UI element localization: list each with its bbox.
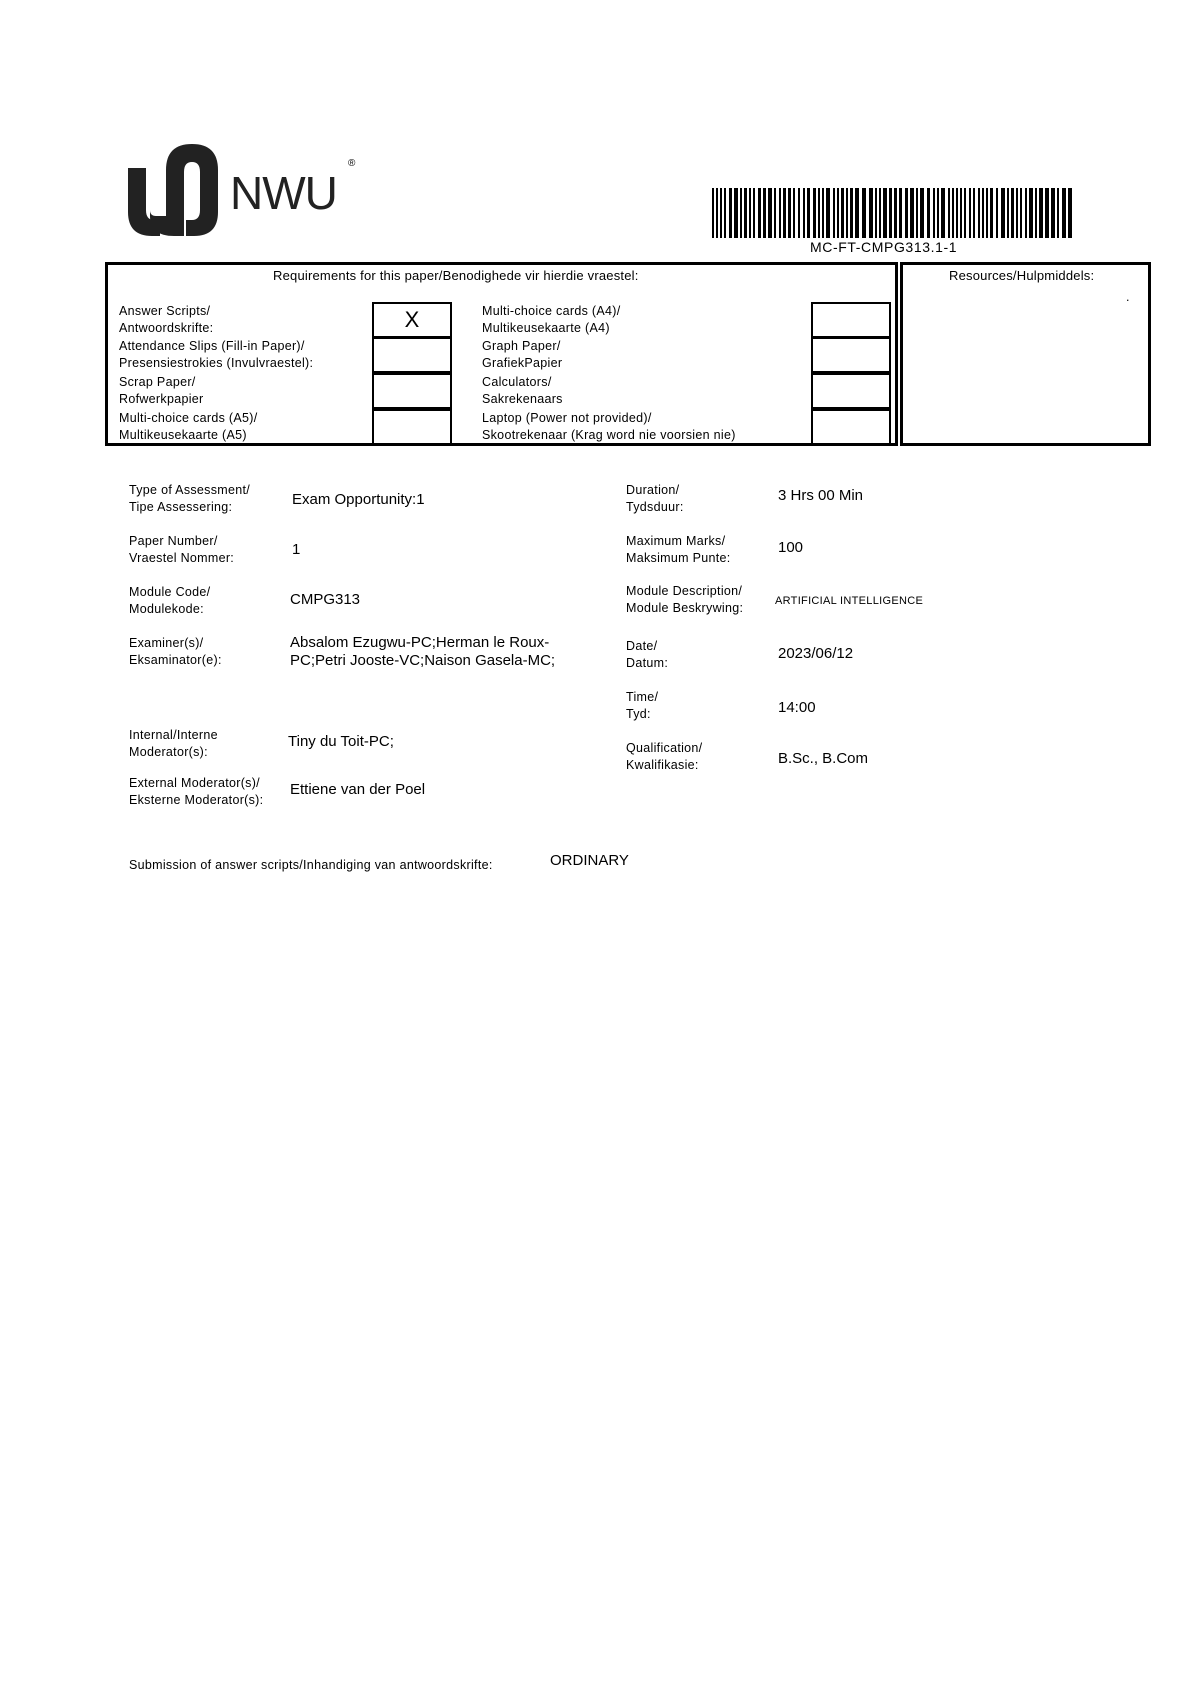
module-code-label-1: Module Code/ — [129, 585, 211, 599]
answer-scripts-checkbox[interactable]: X — [372, 302, 452, 338]
module-code-label-2: Modulekode: — [129, 602, 204, 616]
max-marks-value: 100 — [778, 539, 804, 556]
paper-number-label-1: Paper Number/ — [129, 534, 218, 548]
req-right-4-line1: Laptop (Power not provided)/ — [482, 411, 652, 425]
date-label-1: Date/ — [626, 639, 658, 653]
examiner-label-2: Eksaminator(e): — [129, 653, 222, 667]
req-right-1-line1: Multi-choice cards (A4)/ — [482, 304, 621, 318]
barcode — [712, 188, 1072, 238]
nwu-logo — [120, 140, 360, 240]
time-label-1: Time/ — [626, 690, 659, 704]
multi-choice-a4-checkbox[interactable] — [811, 302, 891, 338]
req-right-3-line2: Sakrekenaars — [482, 392, 563, 406]
submission-value: ORDINARY — [550, 852, 629, 869]
scrap-paper-checkbox[interactable] — [372, 373, 452, 409]
multi-choice-a5-checkbox[interactable] — [372, 409, 452, 445]
req-left-2-line2: Presensiestrokies (Invulvraestel): — [119, 356, 314, 370]
max-marks-label-2: Maksimum Punte: — [626, 551, 731, 565]
logo-text: NWU — [230, 167, 337, 219]
req-right-2-line1: Graph Paper/ — [482, 339, 561, 353]
examiner-value-line1: Absalom Ezugwu-PC;Herman le Roux- — [290, 634, 550, 651]
resources-title: Resources/Hulpmiddels: — [949, 268, 1095, 283]
submission-label: Submission of answer scripts/Inhandiging van antwoordskrifte: — [129, 858, 493, 872]
registered-mark: ® — [348, 158, 356, 169]
paper-number-label-2: Vraestel Nommer: — [129, 551, 235, 565]
external-moderator-value: Ettiene van der Poel — [290, 781, 426, 798]
module-description-label-2: Module Beskrywing: — [626, 601, 744, 615]
max-marks-label-1: Maximum Marks/ — [626, 534, 726, 548]
req-right-1-line2: Multikeusekaarte (A4) — [482, 321, 610, 335]
laptop-checkbox[interactable] — [811, 409, 891, 445]
external-moderator-label-1: External Moderator(s)/ — [129, 776, 260, 790]
time-value: 14:00 — [778, 699, 816, 716]
duration-label-2: Tydsduur: — [626, 500, 684, 514]
qualification-label-1: Qualification/ — [626, 741, 703, 755]
requirements-title: Requirements for this paper/Benodighede vir hierdie vraestel: — [273, 268, 639, 283]
duration-label-1: Duration/ — [626, 483, 680, 497]
internal-moderator-label-2: Moderator(s): — [129, 745, 208, 759]
req-right-4-line2: Skootrekenaar (Krag word nie voorsien nie) — [482, 428, 736, 442]
time-label-2: Tyd: — [626, 707, 651, 721]
req-left-1-line2: Antwoordskrifte: — [119, 321, 214, 335]
graph-paper-checkbox[interactable] — [811, 337, 891, 373]
nwu-emblem-icon — [120, 140, 224, 240]
duration-value: 3 Hrs 00 Min — [778, 487, 864, 504]
internal-moderator-label-1: Internal/Interne — [129, 728, 218, 742]
qualification-value: B.Sc., B.Com — [778, 750, 869, 767]
req-left-4-line2: Multikeusekaarte (A5) — [119, 428, 247, 442]
barcode-bars-icon — [712, 188, 1072, 238]
assessment-type-label-2: Tipe Assessering: — [129, 500, 233, 514]
req-left-3-line2: Rofwerkpapier — [119, 392, 204, 406]
assessment-type-value: Exam Opportunity:1 — [292, 491, 425, 508]
examiner-label-1: Examiner(s)/ — [129, 636, 204, 650]
resources-value: . — [1126, 290, 1130, 304]
paper-number-value: 1 — [292, 541, 301, 558]
req-left-2-line1: Attendance Slips (Fill-in Paper)/ — [119, 339, 305, 353]
req-left-3-line1: Scrap Paper/ — [119, 375, 196, 389]
barcode-code: MC-FT-CMPG313.1-1 — [810, 239, 958, 255]
examiner-value-line2: PC;Petri Jooste-VC;Naison Gasela-MC; — [290, 652, 556, 669]
req-right-3-line1: Calculators/ — [482, 375, 552, 389]
internal-moderator-value: Tiny du Toit-PC; — [288, 733, 394, 750]
calculators-checkbox[interactable] — [811, 373, 891, 409]
req-left-4-line1: Multi-choice cards (A5)/ — [119, 411, 258, 425]
req-right-2-line2: GrafiekPapier — [482, 356, 563, 370]
module-description-label-1: Module Description/ — [626, 584, 743, 598]
assessment-type-label-1: Type of Assessment/ — [129, 483, 251, 497]
date-value: 2023/06/12 — [778, 645, 854, 662]
attendance-slips-checkbox[interactable] — [372, 337, 452, 373]
req-left-1-line1: Answer Scripts/ — [119, 304, 211, 318]
resources-box — [900, 262, 1151, 446]
module-code-value: CMPG313 — [290, 591, 361, 608]
module-description-value: ARTIFICIAL INTELLIGENCE — [775, 595, 924, 607]
external-moderator-label-2: Eksterne Moderator(s): — [129, 793, 264, 807]
date-label-2: Datum: — [626, 656, 669, 670]
qualification-label-2: Kwalifikasie: — [626, 758, 699, 772]
